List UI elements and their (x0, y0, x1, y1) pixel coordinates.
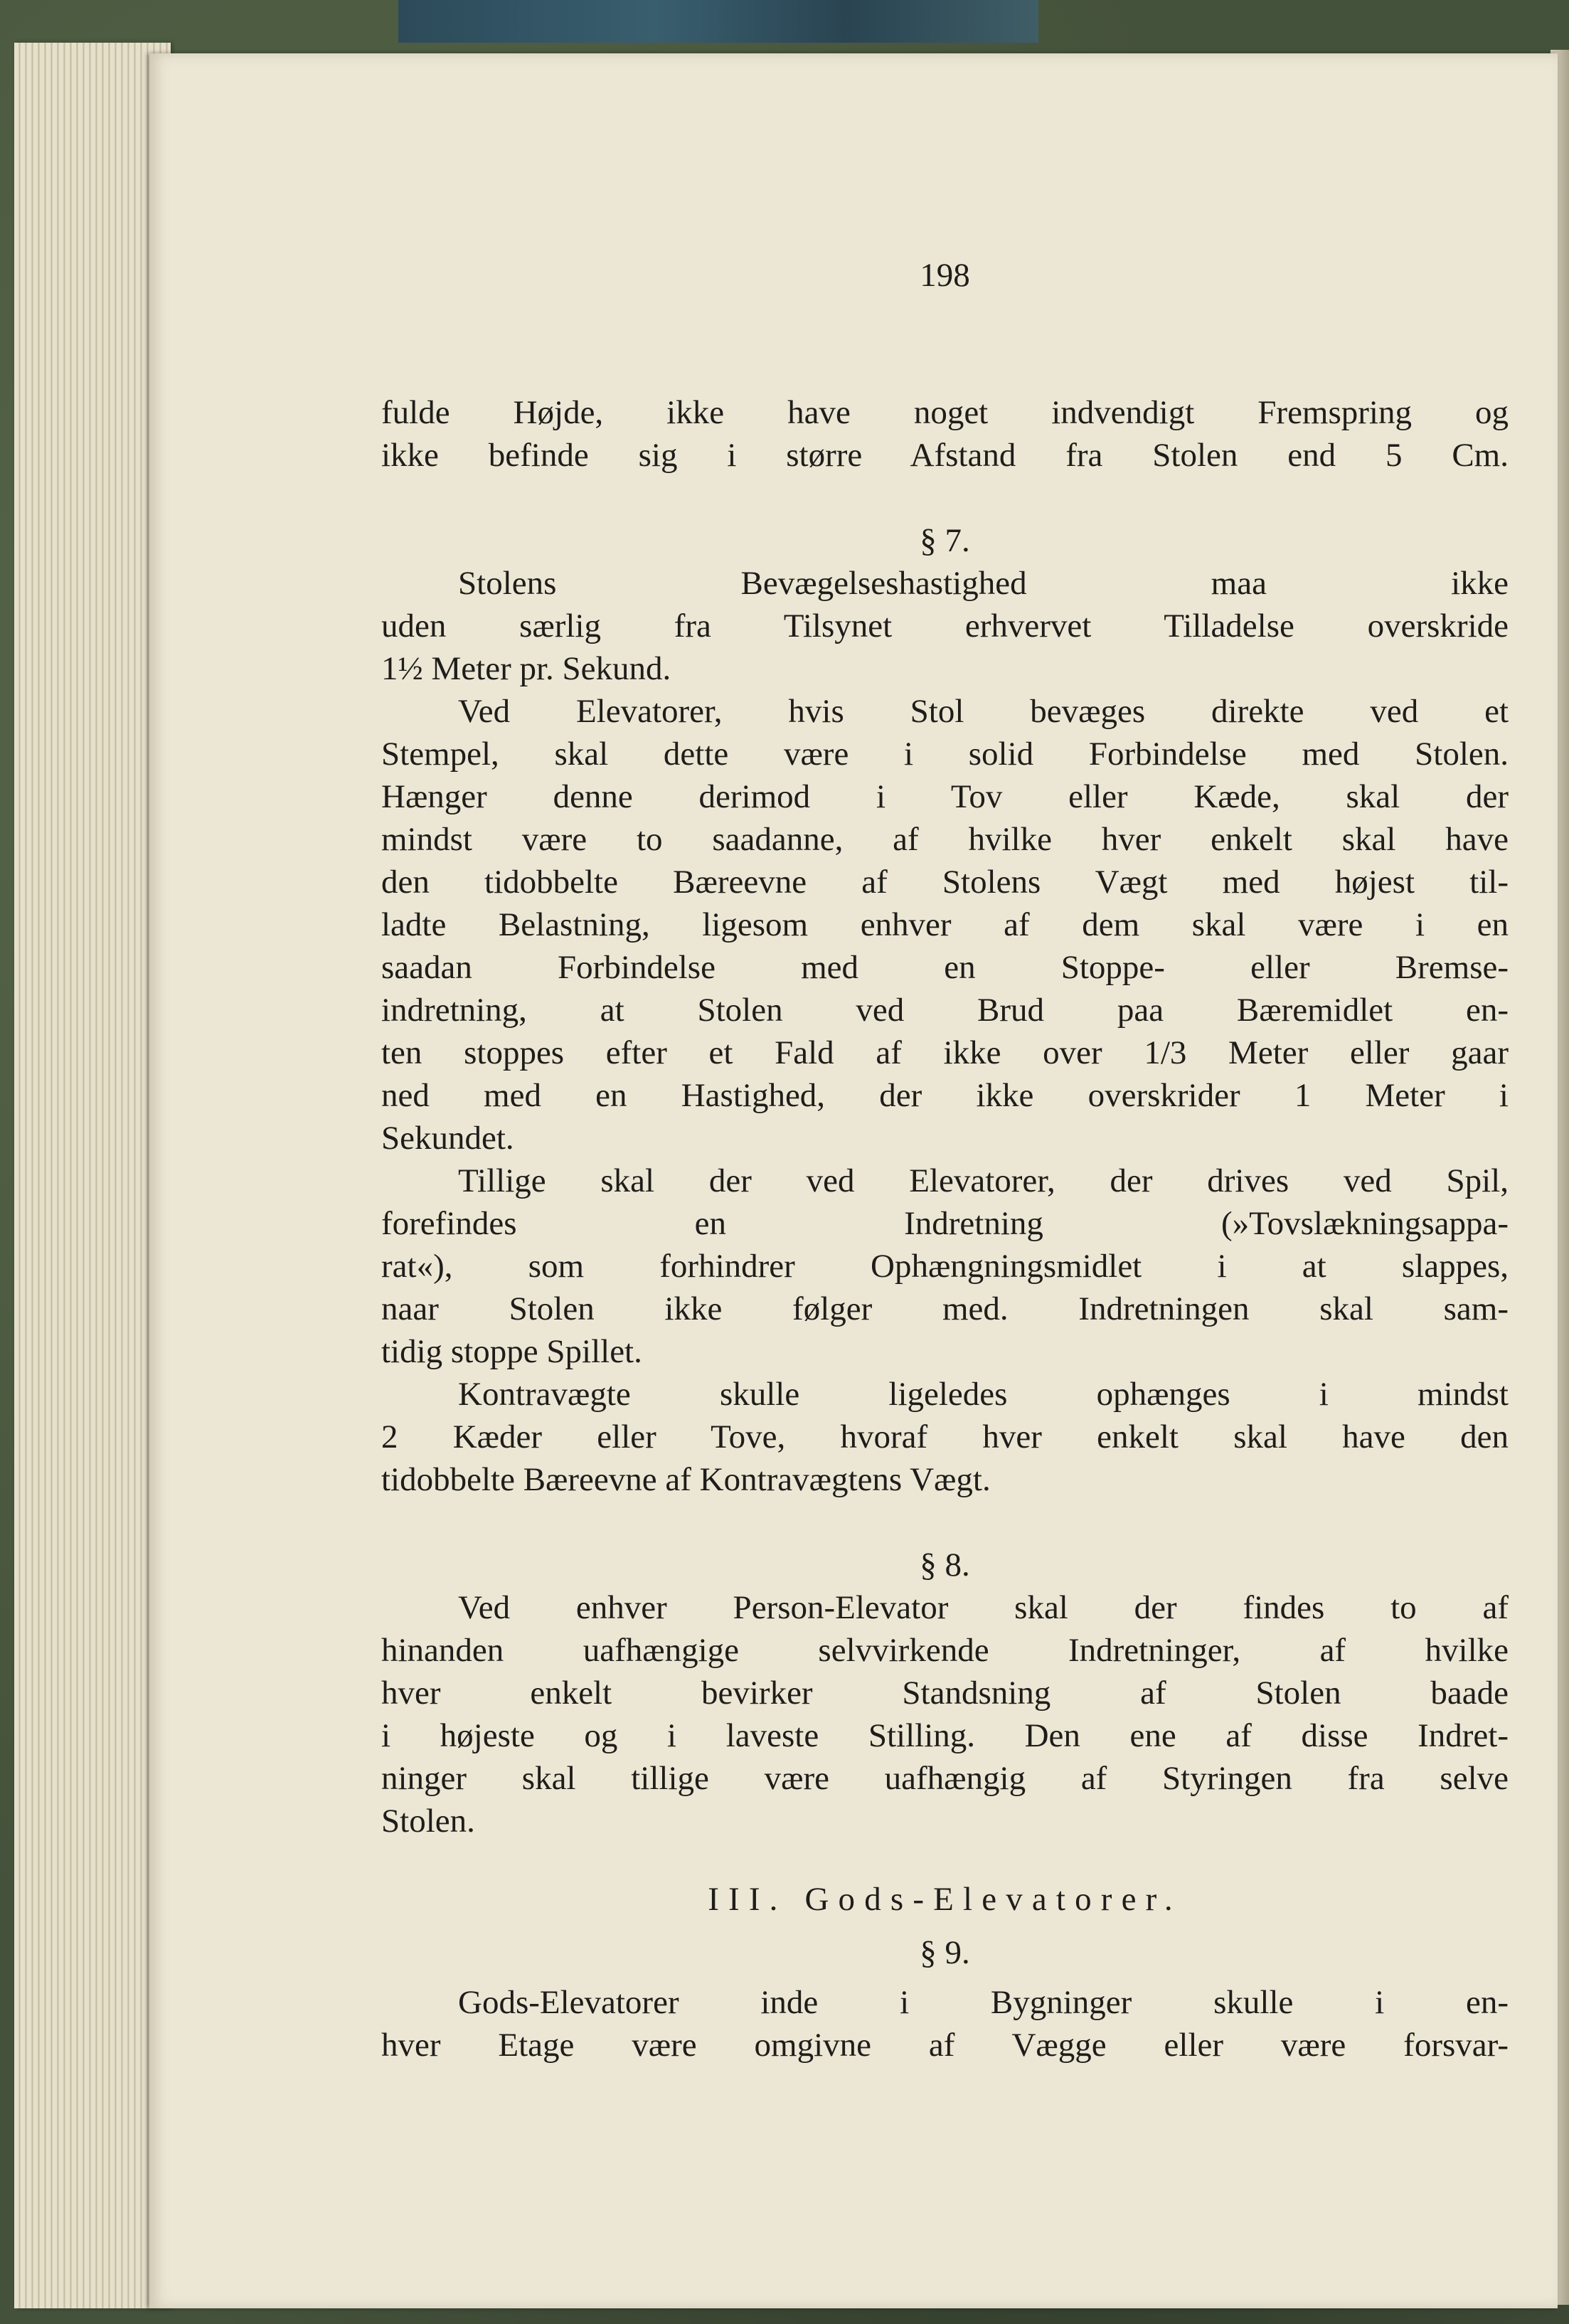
text-line: tidig stoppe Spillet. (381, 1333, 642, 1370)
text-line: i højeste og i laveste Stilling. Den ene af disse Indret- (381, 1717, 1509, 1754)
text-line: rat«), som forhindrer Ophængningsmidlet i at slappes, (381, 1248, 1509, 1285)
page-number: 198 (920, 257, 970, 294)
text-line: Gods-Elevatorer inde i Bygninger skulle i en- (458, 1984, 1509, 2021)
page-paper (149, 53, 1558, 2308)
text-line: Stolens Bevægelseshastighed maa ikke (458, 565, 1509, 602)
text-line: ninger skal tillige være uafhængig af Styringen fra selve (381, 1760, 1509, 1797)
text-line: Stempel, skal dette være i solid Forbindelse med Stolen. (381, 736, 1509, 773)
text-line: Hænger denne derimod i Tov eller Kæde, skal der (381, 778, 1509, 815)
chapter-heading: III. Gods-Elevatorer. (708, 1881, 1182, 1918)
text-line: Stolen. (381, 1803, 475, 1840)
text-line: Tillige skal der ved Elevatorer, der drives ved Spil, (458, 1162, 1509, 1199)
section-heading: § 8. (920, 1546, 970, 1583)
book-binding-edge (398, 0, 1038, 43)
text-line: Ved Elevatorer, hvis Stol bevæges direkte ved et (458, 693, 1509, 730)
text-line: naar Stolen ikke følger med. Indretningen skal sam- (381, 1290, 1509, 1327)
text-line: hinanden uafhængige selvvirkende Indretninger, af hvilke (381, 1632, 1509, 1669)
text-line: ikke befinde sig i større Afstand fra Stolen end 5 Cm. (381, 437, 1509, 474)
text-line: hver Etage være omgivne af Vægge eller være forsvar- (381, 2027, 1509, 2064)
text-line: ladte Belastning, ligesom enhver af dem skal være i en (381, 906, 1509, 943)
text-line: ned med en Hastighed, der ikke overskrider 1 Meter i (381, 1077, 1509, 1114)
text-line: mindst være to saadanne, af hvilke hver enkelt skal have (381, 821, 1509, 858)
text-line: forefindes en Indretning (»Tovslækningsappa- (381, 1205, 1509, 1242)
text-line: tidobbelte Bæreevne af Kontravægtens Vægt. (381, 1461, 991, 1498)
text-line: 2 Kæder eller Tove, hvoraf hver enkelt skal have den (381, 1418, 1509, 1455)
text-line: Ved enhver Person-Elevator skal der findes to af (458, 1589, 1509, 1626)
page-stack-edges (14, 43, 171, 2308)
text-line: den tidobbelte Bæreevne af Stolens Vægt med højest til- (381, 864, 1509, 901)
text-line: uden særlig fra Tilsynet erhvervet Tilladelse overskride (381, 607, 1509, 644)
text-line: hver enkelt bevirker Standsning af Stolen baade (381, 1675, 1509, 1712)
text-line: saadan Forbindelse med en Stoppe- eller Bremse- (381, 949, 1509, 986)
text-line: Sekundet. (381, 1120, 514, 1157)
text-line: fulde Højde, ikke have noget indvendigt Fremspring og (381, 394, 1509, 431)
section-heading: § 7. (920, 522, 970, 559)
text-line: ten stoppes efter et Fald af ikke over 1/3 Meter eller gaar (381, 1034, 1509, 1071)
text-line: 1½ Meter pr. Sekund. (381, 650, 671, 687)
section-heading: § 9. (920, 1934, 970, 1971)
text-line: indretning, at Stolen ved Brud paa Bæremidlet en- (381, 992, 1509, 1029)
text-line: Kontravægte skulle ligeledes ophænges i mindst (458, 1376, 1509, 1413)
